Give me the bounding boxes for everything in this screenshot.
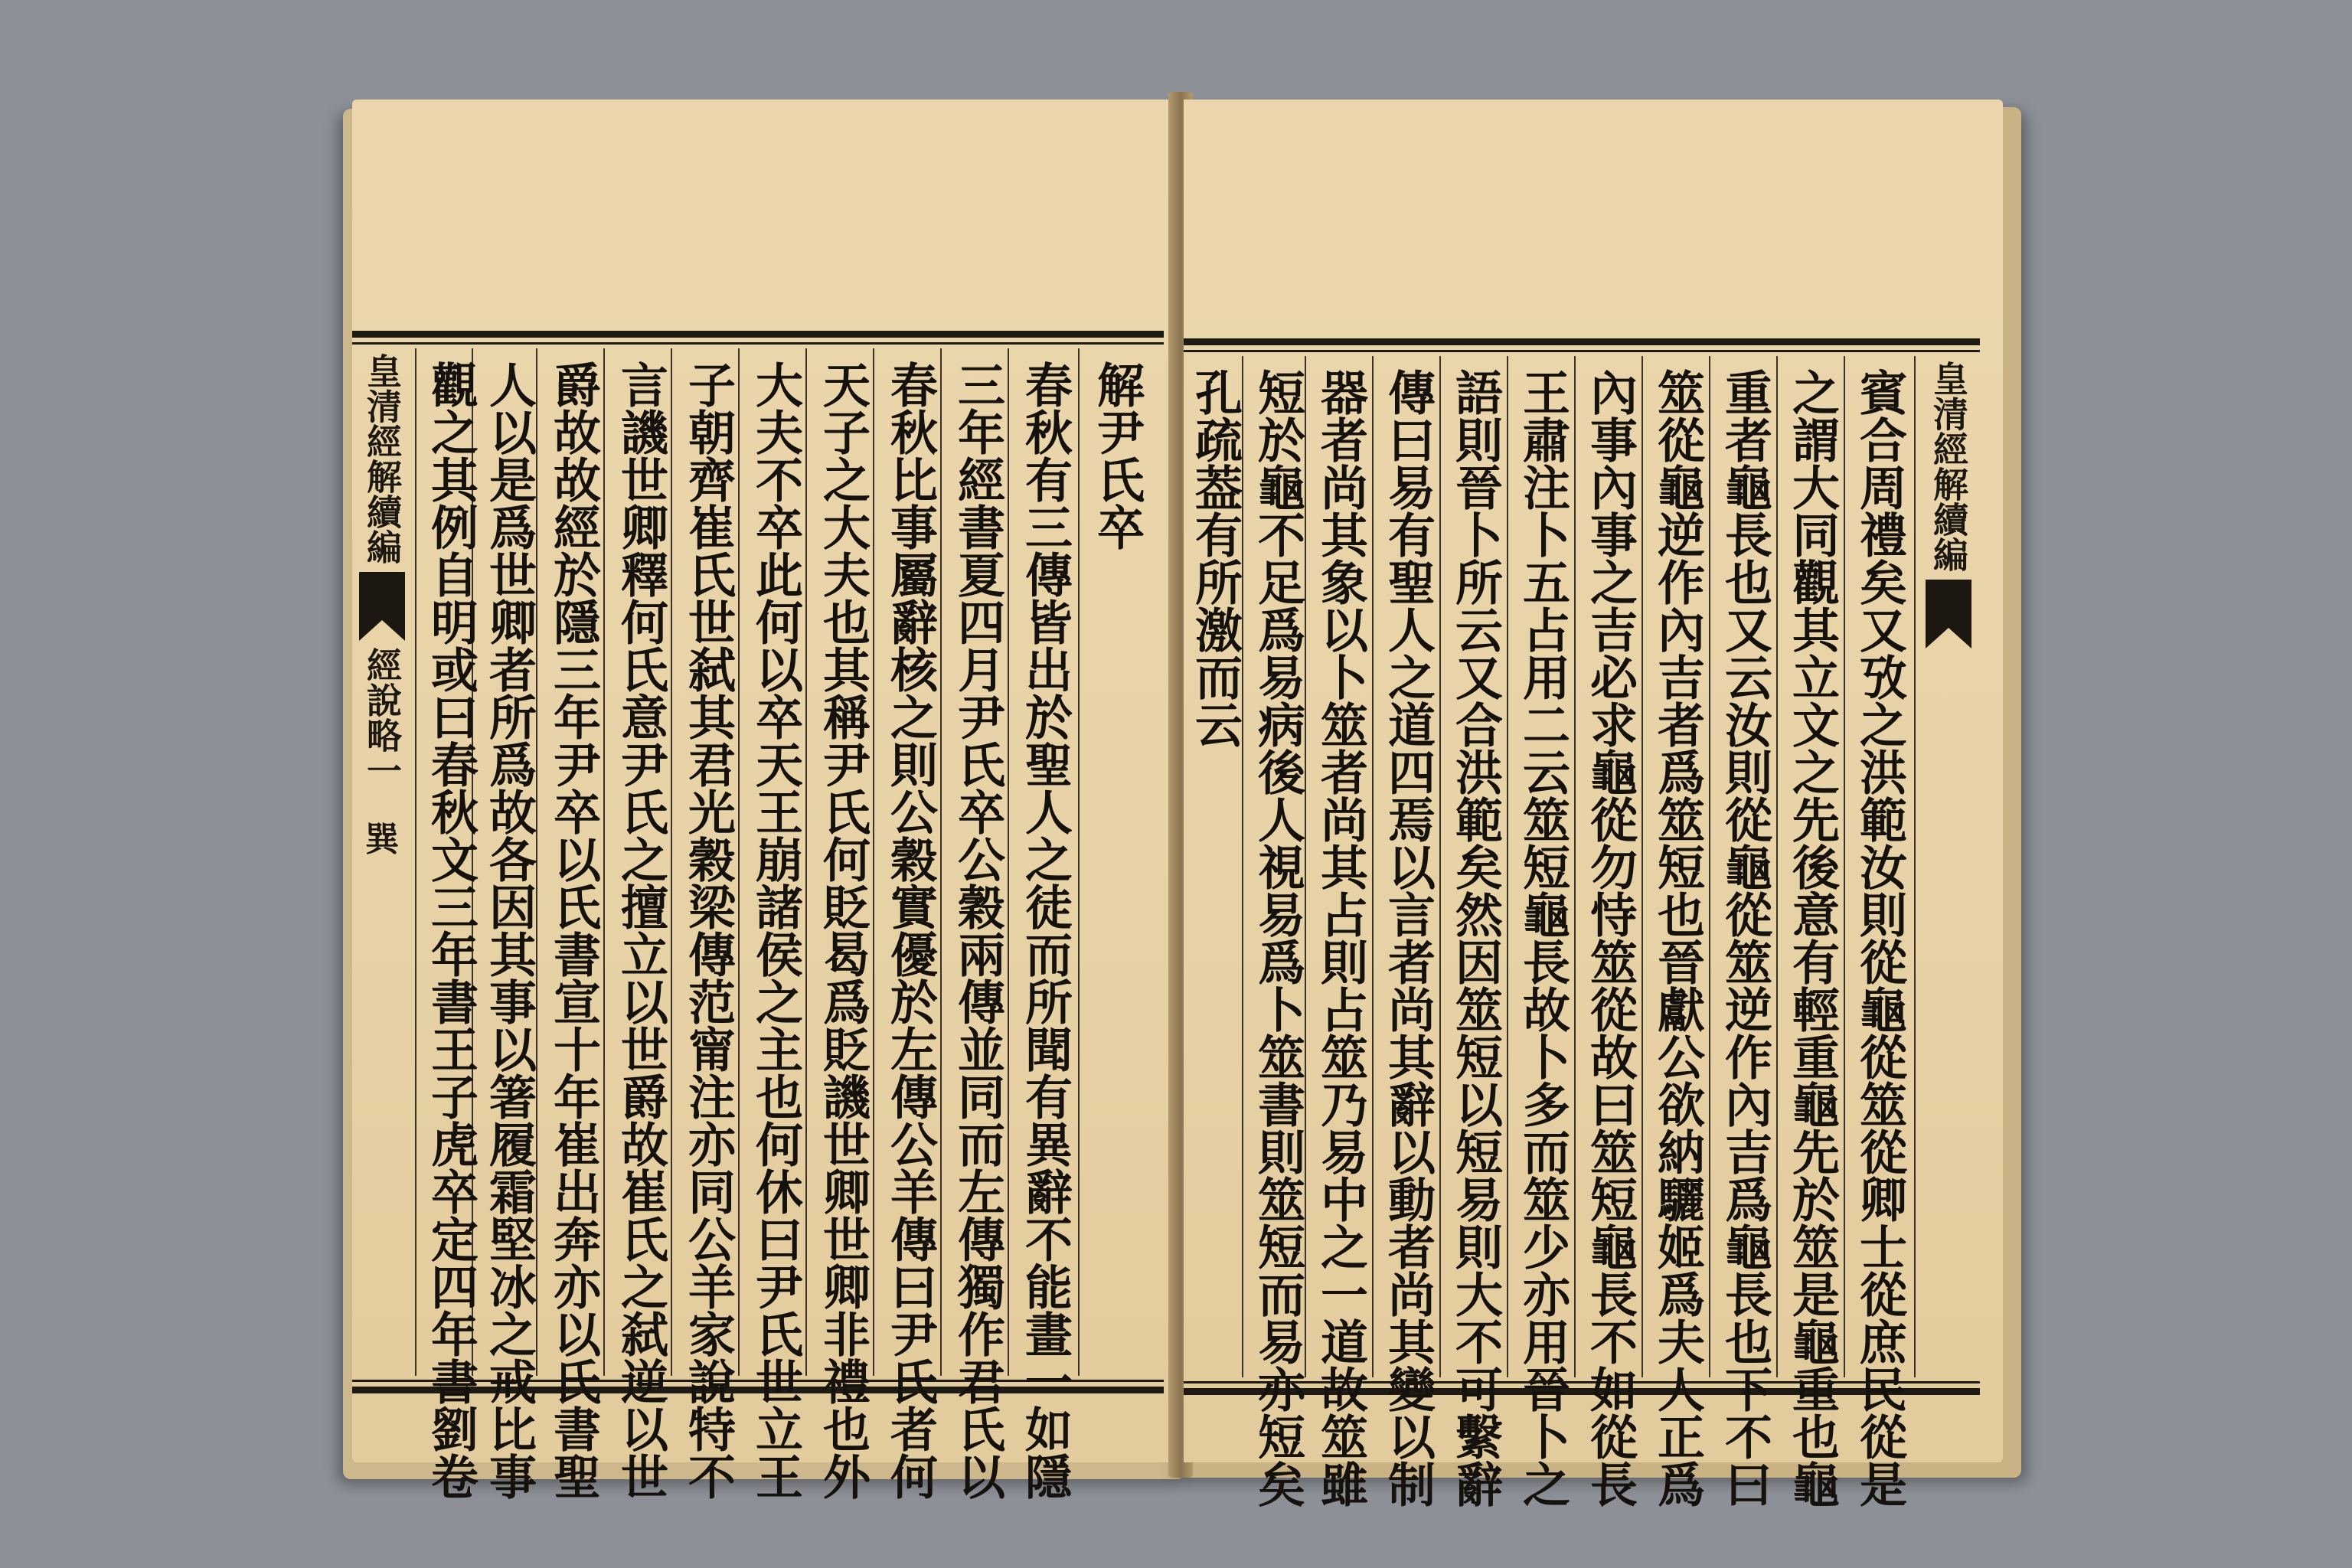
text-column: 三年經書夏四月尹氏卒公穀兩傳並同而左傳獨作君氏以	[949, 361, 1006, 1500]
fish-tail-mark	[1926, 580, 1971, 648]
fish-tail-mark	[359, 572, 405, 641]
right-page	[1184, 100, 2003, 1508]
center-column	[354, 353, 410, 861]
text-column: 傳曰易有聖人之道四焉以言者尚其辭以動者尚其變以制	[1380, 368, 1436, 1508]
page-number: 巽	[365, 820, 399, 859]
column-divider	[1776, 356, 1778, 1377]
margin-heading-column	[1920, 361, 1977, 655]
text-column: 觀之其例自明或曰春秋文三年書王子虎卒定四年書劉卷	[423, 361, 479, 1500]
text-column: 重者龜長也又云汝則從龜從筮逆作內吉爲龜長也下不曰	[1717, 368, 1773, 1508]
text-column: 王肅注卜五占用二云筮短龜長故卜多而筮少亦用晉卜之	[1514, 368, 1571, 1508]
column-divider	[1574, 356, 1576, 1377]
column-divider	[805, 348, 807, 1376]
column-divider	[940, 348, 942, 1376]
center-section: 經說略一	[361, 647, 403, 788]
column-divider	[1642, 356, 1643, 1377]
text-column: 天子之大夫也其稱尹氏何貶曷爲貶譏世卿世卿非禮也外	[815, 361, 871, 1500]
text-column: 內事內事之吉必求龜從勿恃筮從故曰筮短龜長不如從長	[1582, 368, 1638, 1508]
text-column: 筮從龜逆作內吉者爲筮短也晉獻公欲納驪姬爲夫人正爲	[1649, 368, 1706, 1508]
column-divider	[1844, 356, 1845, 1377]
text-column: 短於龜不足爲易病後人視易爲卜筮書則筮短而易亦短矣	[1250, 368, 1306, 1508]
text-column: 春秋比事屬辭核之則公穀實優於左傳公羊傳曰尹氏者何	[882, 361, 939, 1500]
column-divider	[1078, 348, 1080, 1376]
text-column: 賓合周禮矣又攷之洪範汝則從龜從筮從卿士從庶民從是	[1851, 368, 1908, 1508]
frame-inner-top-rule	[1184, 350, 1980, 352]
frame-inner-top-rule	[352, 342, 1164, 345]
column-divider	[671, 348, 672, 1376]
center-title: 皇清經解續編	[361, 353, 403, 564]
text-column: 解尹氏卒	[1089, 361, 1145, 550]
margin-heading: 皇清經解續編	[1928, 361, 1969, 572]
text-column: 春秋有三傳皆出於聖人之徒而所聞有異辭不能畫一如隱	[1017, 361, 1073, 1500]
column-divider	[873, 348, 874, 1376]
text-column: 言譏世卿釋何氏意尹氏之擅立以世爵故崔氏之弑逆以世	[612, 361, 669, 1500]
left-page	[352, 100, 1178, 1500]
column-divider	[1914, 356, 1916, 1377]
text-column: 爵故故經於隱三年尹卒以氏書宣十年崔出奔亦以氏書聖	[545, 361, 602, 1500]
text-column: 之謂大同觀其立文之先後意有輕重龜先於筮是龜重也龜	[1784, 368, 1841, 1508]
text-column: 語則晉卜所云又合洪範矣然因筮短以短易則大不可繫辭	[1447, 368, 1504, 1508]
left-page-frame	[352, 331, 1164, 1500]
column-divider	[738, 348, 740, 1376]
text-column: 人以是爲世卿者所爲故各因其事以箸履霜堅冰之戒比事	[481, 361, 537, 1500]
column-divider	[1507, 356, 1508, 1377]
column-divider	[1439, 356, 1441, 1377]
column-divider	[1372, 356, 1374, 1377]
text-column: 大夫不卒此何以卒天王崩諸侯之主也何休曰尹氏世立王	[747, 361, 804, 1500]
text-column: 孔疏葢有所激而云	[1187, 368, 1243, 748]
column-divider	[415, 348, 416, 1376]
text-column: 子朝齊崔氏世弑其君光穀梁傳范甯注亦同公羊家說特不	[680, 361, 737, 1500]
column-divider	[1008, 348, 1009, 1376]
right-page-frame	[1184, 338, 1980, 1508]
column-divider	[1709, 356, 1710, 1377]
open-book	[337, 92, 2021, 1508]
text-column: 器者尚其象以卜筮者尚其占則占筮乃易中之一道故筮雖	[1312, 368, 1369, 1508]
column-divider	[603, 348, 605, 1376]
